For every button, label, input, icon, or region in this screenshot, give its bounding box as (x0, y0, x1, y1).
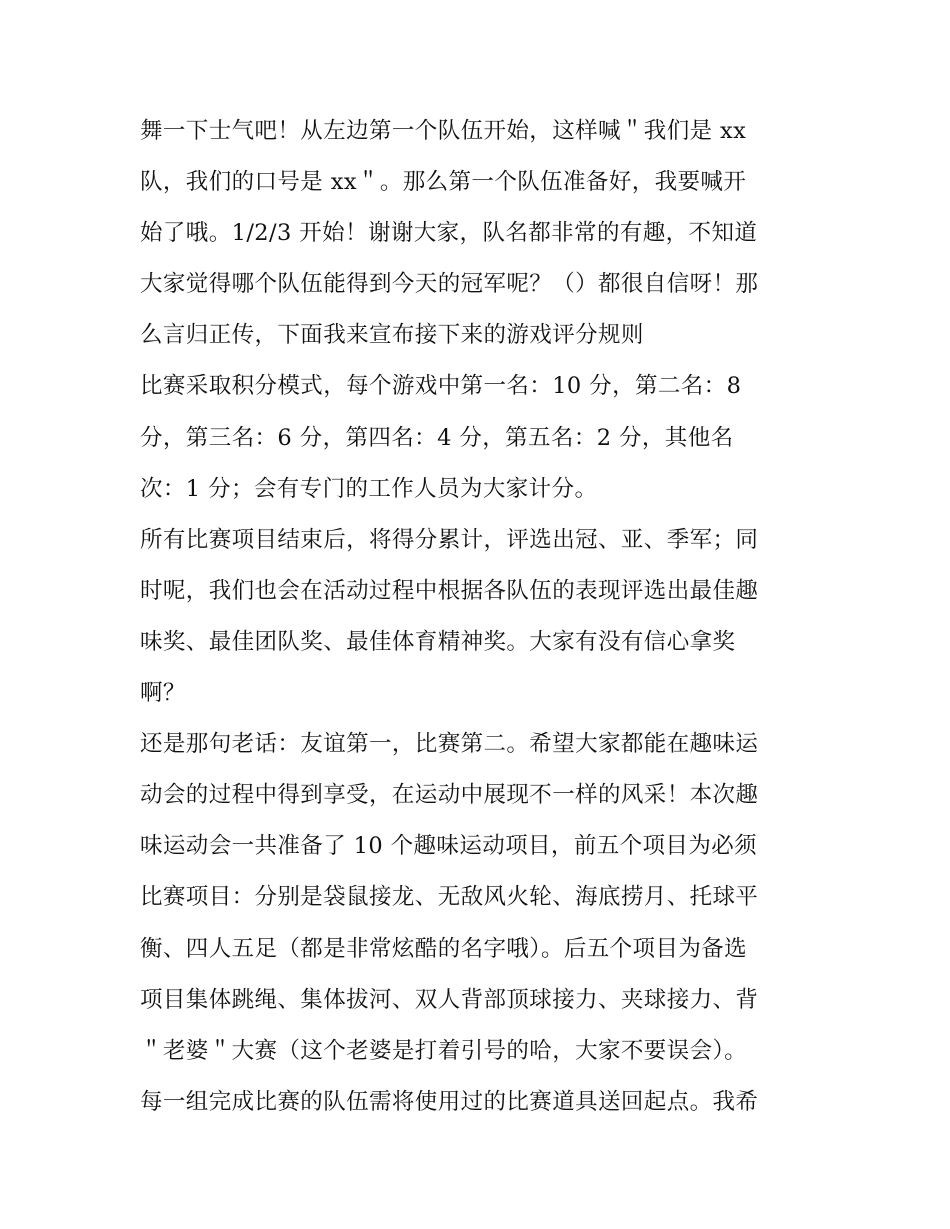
text-line: 项目集体跳绳、集体拔河、双人背部顶球接力、夹球接力、背 (140, 986, 759, 1013)
text-line: 分，第三名：6 分，第四名：4 分，第五名：2 分，其他名 (140, 424, 734, 451)
text-line: 大家觉得哪个队伍能得到今天的冠军呢？（）都很自信呀！那 (140, 271, 759, 298)
text-line: 比赛项目：分别是袋鼠接龙、无敌风火轮、海底捞月、托球平 (140, 884, 759, 911)
text-line: 时呢，我们也会在活动过程中根据各队伍的表现评选出最佳趣 (140, 577, 759, 604)
text-line: 还是那句老话：友谊第一，比赛第二。希望大家都能在趣味运 (140, 731, 759, 758)
body-text (140, 106, 820, 1128)
text-line: 么言归正传，下面我来宣布接下来的游戏评分规则 (140, 322, 644, 349)
text-line: 每一组完成比赛的队伍需将使用过的比赛道具送回起点。我希 (140, 1088, 759, 1115)
text-line: 衡、四人五足（都是非常炫酷的名字哦）。后五个项目为备选 (140, 935, 748, 962)
text-line: 啊？ (140, 680, 186, 707)
text-line: 动会的过程中得到享受，在运动中展现不一样的风采！本次趣 (140, 782, 759, 809)
text-line: 比赛采取积分模式，每个游戏中第一名：10 分，第二名：8 (140, 373, 742, 400)
text-line: 舞一下士气吧！从左边第一个队伍开始，这样喊＂我们是 xx (140, 118, 747, 144)
text-line: 味奖、最佳团队奖、最佳体育精神奖。大家有没有信心拿奖 (140, 628, 736, 655)
text-line: 始了哦。1/2/3 开始！谢谢大家，队名都非常的有趣，不知道 (140, 220, 758, 247)
text-line: ＂老婆＂大赛（这个老婆是打着引号的哈，大家不要误会）。 (140, 1037, 748, 1064)
text-line: 味运动会一共准备了 10 个趣味运动项目，前五个项目为必须 (140, 833, 758, 860)
text-line: 所有比赛项目结束后，将得分累计，评选出冠、亚、季军；同 (140, 526, 759, 553)
text-line: 队，我们的口号是 xx＂。那么第一个队伍准备好，我要喊开 (140, 169, 747, 196)
text-line: 次：1 分；会有专门的工作人员为大家计分。 (140, 475, 598, 502)
